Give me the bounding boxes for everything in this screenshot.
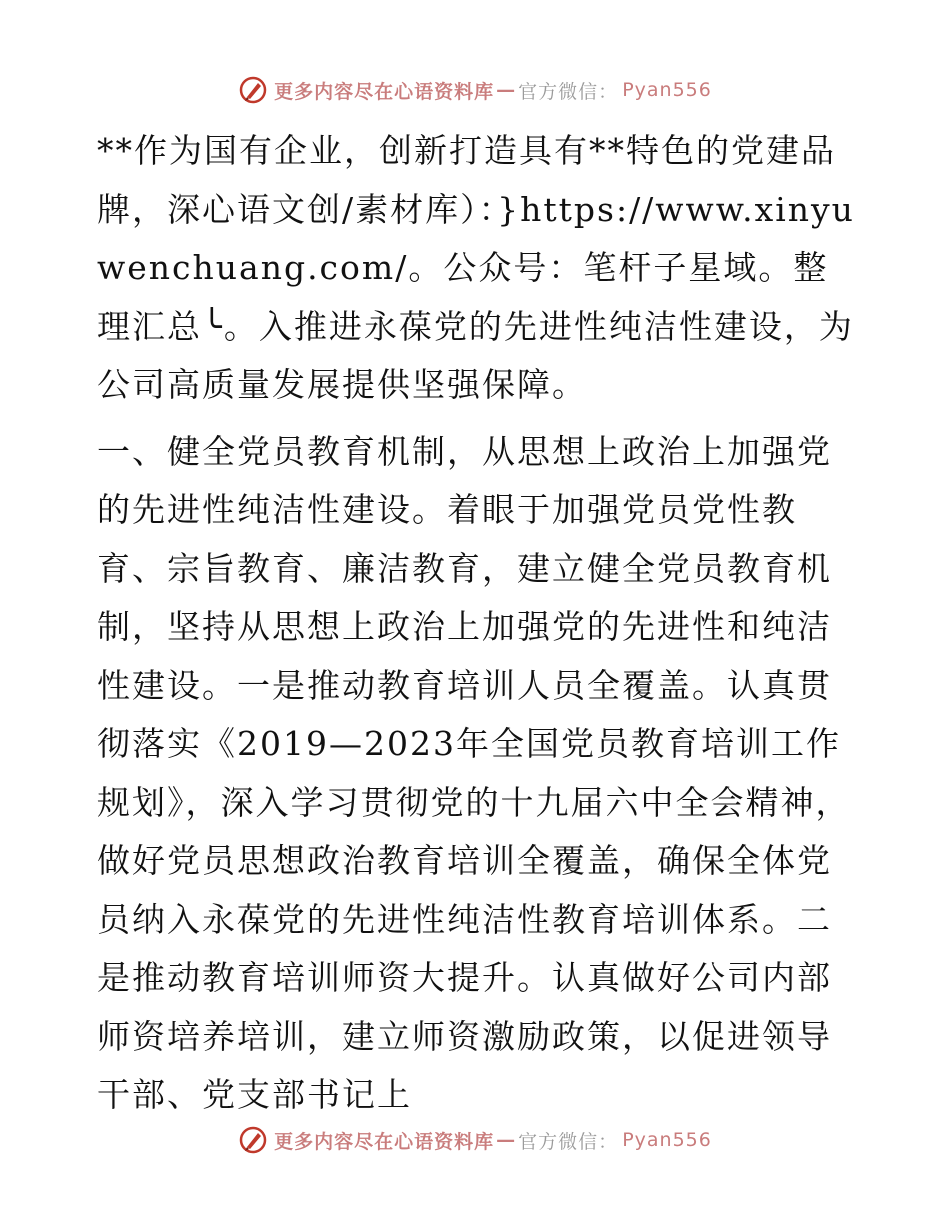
header-banner xyxy=(0,70,950,110)
banner-text: 更多内容尽在心语资料库 xyxy=(274,1130,495,1153)
pen-logo-icon xyxy=(238,1125,268,1155)
pen-logo-icon xyxy=(238,75,268,105)
wechat-id: Pyan556 xyxy=(622,1129,712,1151)
wechat-label: 官方微信： xyxy=(518,1130,619,1153)
wechat-label: 官方微信： xyxy=(518,80,619,103)
wechat-id: Pyan556 xyxy=(622,79,712,101)
banner-separator: — xyxy=(496,79,517,101)
document-body xyxy=(97,122,857,1125)
banner-separator: — xyxy=(496,1129,517,1151)
body-paragraph: 一、健全党员教育机制，从思想上政治上加强党的先进性纯洁性建设。着眼于加强党员党性教育、宗旨教育、廉洁教育，建立健全党员教育机制，坚持从思想上政治上加强党的先进性和纯洁性建设。一是推动教育培训人员全覆盖。认真贯彻落实《2019—2023年全国党员教育培训工作规划》，深入学习贯彻党的十九届六中全会精神，做好党员思想政治教育培训全覆盖，确保全体党员纳入永葆党的先进性纯洁性教育培训体系。二是推动教育培训师资大提升。认真做好公司内部师资培养培训，建立师资激励政策，以促进领导干部、党支部书记上 xyxy=(97,431,851,1114)
banner-text: 更多内容尽在心语资料库 xyxy=(274,80,495,103)
body-paragraph: **作为国有企业，创新打造具有**特色的党建品牌，深心语文创/素材库）：}https://www.xinyuwenchuang.com/。公众号：笔杆子星域。整理汇总╰。入推进永葆党的先进性纯洁性建设，为公司高质量发展提供坚强保障。 xyxy=(97,131,855,404)
footer-banner xyxy=(0,1120,950,1160)
